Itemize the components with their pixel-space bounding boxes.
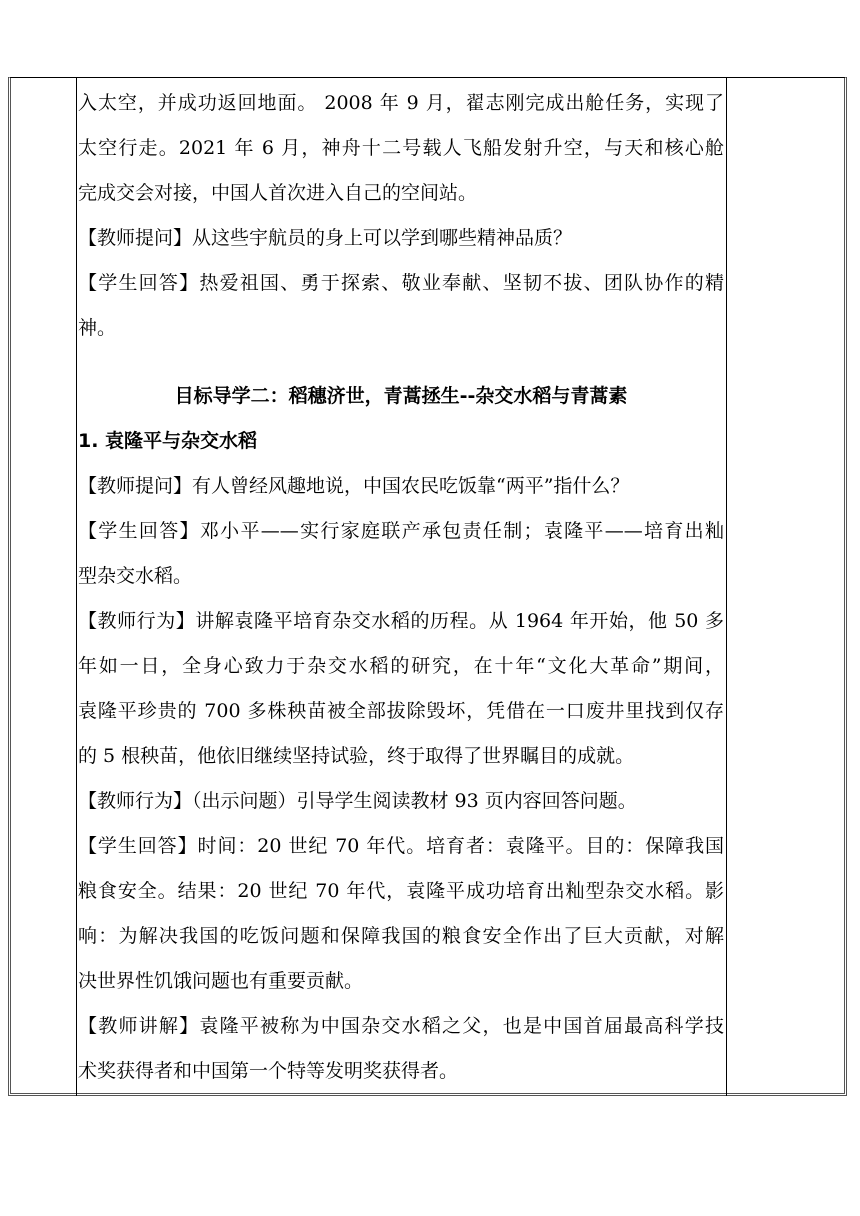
paragraph-teacher-action bbox=[78, 599, 724, 779]
paragraph-teacher-action bbox=[78, 779, 724, 824]
text-line: 粮食安全。结果：20 世纪 70 年代，袁隆平成功培育出籼型杂交水稻。影 bbox=[78, 880, 724, 902]
section-heading: 目标导学二：稻穗济世，青蒿拯生--杂交水稻与青蒿素 bbox=[174, 385, 628, 407]
text-line: 完成交会对接，中国人首次进入自己的空间站。 bbox=[78, 182, 478, 204]
text-line: 【教师讲解】袁隆平被称为中国杂交水稻之父，也是中国首届最高科学技 bbox=[78, 1015, 724, 1037]
text-line: 【学生回答】时间：20 世纪 70 年代。培育者：袁隆平。目的：保障我国 bbox=[78, 835, 724, 857]
text-line: 袁隆平珍贵的 700 多株秧苗被全部拔除毁坏，凭借在一口废井里找到仅存 bbox=[78, 700, 724, 722]
text-line: 神。 bbox=[78, 317, 117, 339]
paragraph-student-answer bbox=[78, 261, 724, 351]
paragraph-student-answer bbox=[78, 509, 724, 599]
paragraph-teacher-explanation bbox=[78, 1004, 724, 1094]
paragraph-teacher-question bbox=[78, 216, 724, 261]
paragraph-student-answer bbox=[78, 824, 724, 1004]
text-line: 【学生回答】邓小平——实行家庭联产承包责任制；袁隆平——培育出籼 bbox=[78, 520, 724, 542]
text-line: 【教师行为】讲解袁隆平培育杂交水稻的历程。从 1964 年开始，他 50 多 bbox=[78, 610, 724, 632]
text-line: 【教师行为】（出示问题）引导学生阅读教材 93 页内容回答问题。 bbox=[78, 790, 637, 812]
text-line: 决世界性饥饿问题也有重要贡献。 bbox=[78, 970, 364, 992]
paragraph-space-history bbox=[78, 81, 724, 216]
text-line: 术奖获得者和中国第一个特等发明奖获得者。 bbox=[78, 1060, 459, 1082]
text-line: 【教师提问】有人曾经风趣地说，中国农民吃饭靠“两平”指什么？ bbox=[78, 475, 630, 497]
lesson-content-cell bbox=[78, 81, 724, 1094]
section-subheading: 1. 袁隆平与杂交水稻 bbox=[78, 430, 258, 452]
text-line: 的 5 根秧苗，他依旧继续坚持试验，终于取得了世界瞩目的成就。 bbox=[78, 745, 635, 767]
table-column-divider-left bbox=[76, 77, 77, 1096]
table-column-divider-right bbox=[726, 77, 727, 1096]
text-line: 年如一日，全身心致力于杂交水稻的研究，在十年“文化大革命”期间， bbox=[78, 655, 724, 677]
text-line: 响：为解决我国的吃饭问题和保障我国的粮食安全作出了巨大贡献，对解 bbox=[78, 925, 724, 947]
text-line: 太空行走。2021 年 6 月，神舟十二号载人飞船发射升空，与天和核心舱 bbox=[78, 137, 724, 159]
paragraph-teacher-question bbox=[78, 464, 724, 509]
text-line: 【学生回答】热爱祖国、勇于探索、敬业奉献、坚韧不拔、团队协作的精 bbox=[78, 272, 724, 294]
text-line: 型杂交水稻。 bbox=[78, 565, 193, 587]
text-line: 入太空，并成功返回地面。 2008 年 9 月，翟志刚完成出舱任务，实现了 bbox=[78, 92, 724, 114]
text-line: 【教师提问】从这些宇航员的身上可以学到哪些精神品质？ bbox=[78, 227, 573, 249]
spacer bbox=[78, 351, 724, 374]
